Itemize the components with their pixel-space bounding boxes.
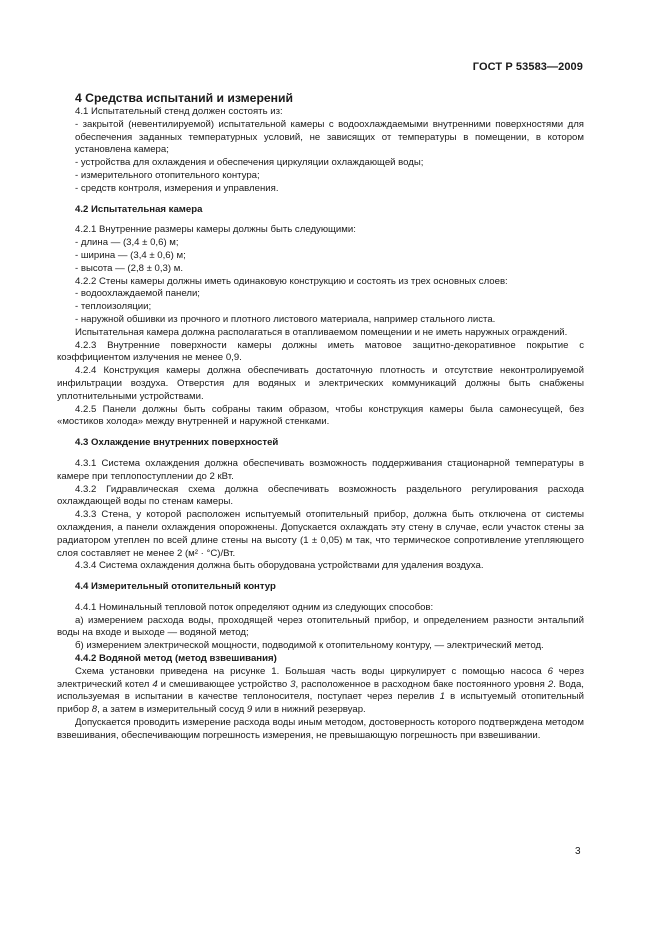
paragraph-4-2-2-note: Испытательная камера должна располагаться в отапливаемом помещении и не иметь наружных ограждений. xyxy=(75,326,568,338)
paragraph-4-2-1: 4.2.1 Внутренние размеры камеры должны быть следующими: xyxy=(75,224,356,236)
list-item: - длина — (3,4 ± 0,6) м; xyxy=(75,237,179,249)
paragraph-4-3-3: 4.3.3 Стена, у которой расположен испытуемый отопительный прибор, должна быть отключена от системы охлаждения, а панели охлаждения опорожнены. Допускается охлаждать эту стену в случае, если участок стены за радиатором утеплен по всей длине стены на высоту (1 ± 0,05) м так, что термическое сопротивление утепляющего слоя составляет не менее 2 (м² · °С)/Вт. xyxy=(57,509,584,559)
list-item: - закрытой (невентилируемой) испытательной камеры с водоохлаждаемыми внутренними поверхностями для обеспечения заданных температурных условий, не зависящих от температуры в помещении, в котором установлена камера; xyxy=(75,118,584,156)
method-a: а) измерением расхода воды, проходящей через отопительный прибор, и определением разности энтальпий воды на входе и выходе — водяной метод; xyxy=(57,614,584,639)
subsection-4-4-2-heading: 4.4.2 Водяной метод (метод взвешивания) xyxy=(75,653,277,665)
list-item: - высота — (2,8 ± 0,3) м. xyxy=(75,262,184,274)
document-code: ГОСТ Р 53583—2009 xyxy=(472,61,583,73)
paragraph-4-2-3: 4.2.3 Внутренние поверхности камеры должны иметь матовое защитно-декоративное покрытие с коэффициентом излучения не менее 0,9. xyxy=(57,339,584,364)
list-item: - измерительного отопительного контура; xyxy=(75,169,260,181)
paragraph-4-1: 4.1 Испытательный стенд должен состоять из: xyxy=(75,106,283,117)
paragraph-4-3-4: 4.3.4 Система охлаждения должна быть оборудована устройствами для удаления воздуха. xyxy=(75,560,484,572)
section-4-2-heading: 4.2 Испытательная камера xyxy=(75,203,203,215)
paragraph-4-3-2: 4.3.2 Гидравлическая схема должна обеспечивать возможность раздельного регулирования расхода охлаждающей воды по стенам камеры. xyxy=(57,483,584,508)
document-body xyxy=(57,91,584,743)
list-item: - устройства для охлаждения и обеспечения циркуляции охлаждающей воды; xyxy=(75,157,424,169)
section-4-3-heading: 4.3 Охлаждение внутренних поверхностей xyxy=(75,437,279,449)
paragraph-4-2-5: 4.2.5 Панели должны быть собраны таким образом, чтобы конструкция камеры была самонесущей, без «мостиков холода» между внутренней и наружной стенками. xyxy=(57,403,584,428)
paragraph-4-2-4: 4.2.4 Конструкция камеры должна обеспечивать достаточную плотность и отсутствие неконтролируемой инфильтрации воздуха. Отверстия для водяных и электрических коммуникаций должны быть снабжены уплотнительными устройствами. xyxy=(57,365,584,402)
page-number: 3 xyxy=(575,846,581,857)
list-item: - наружной обшивки из прочного и плотного листового материала, например стального листа. xyxy=(75,313,496,325)
list-item: - водоохлаждаемой панели; xyxy=(75,288,200,300)
list-item: - теплоизоляции; xyxy=(75,301,152,313)
paragraph-4-4-2-note: Допускается проводить измерение расхода воды иным методом, достоверность которого подтверждена методом взвешивания, обеспечивающим погрешность измерения, не превышающую погрешность при взвешивании. xyxy=(57,717,584,741)
method-b: б) измерением электрической мощности, подводимой к отопительному контуру, — электрический метод. xyxy=(75,640,544,652)
section-4-4-heading: 4.4 Измерительный отопительный контур xyxy=(75,581,276,593)
paragraph-4-3-1: 4.3.1 Система охлаждения должна обеспечивать возможность поддерживания стационарной температуры в камере при теплопоступлении до 2 кВт. xyxy=(57,457,584,482)
section-4-heading: 4 Средства испытаний и измерений xyxy=(75,91,294,105)
paragraph-4-4-2: Схема установки приведена на рисунке 1. Большая часть воды циркулирует с помощью насоса 6 через электрический котел 4 и смешивающее устройство 3, расположенное в расходном баке постоянного уровня 2. Вода, используемая в испытании в качестве теплоносителя, поступает через перелив 1 в испытуемый отопительный прибор 8, а затем в измерительный сосуд 9 или в нижний резервуар. xyxy=(57,665,585,716)
list-item: - средств контроля, измерения и управления. xyxy=(75,182,279,194)
list-item: - ширина — (3,4 ± 0,6) м; xyxy=(75,249,186,261)
paragraph-4-2-2: 4.2.2 Стены камеры должны иметь одинаковую конструкцию и состоять из трех основных слоев: xyxy=(75,275,508,287)
paragraph-4-4-1: 4.4.1 Номинальный тепловой поток определяют одним из следующих способов: xyxy=(75,601,434,613)
